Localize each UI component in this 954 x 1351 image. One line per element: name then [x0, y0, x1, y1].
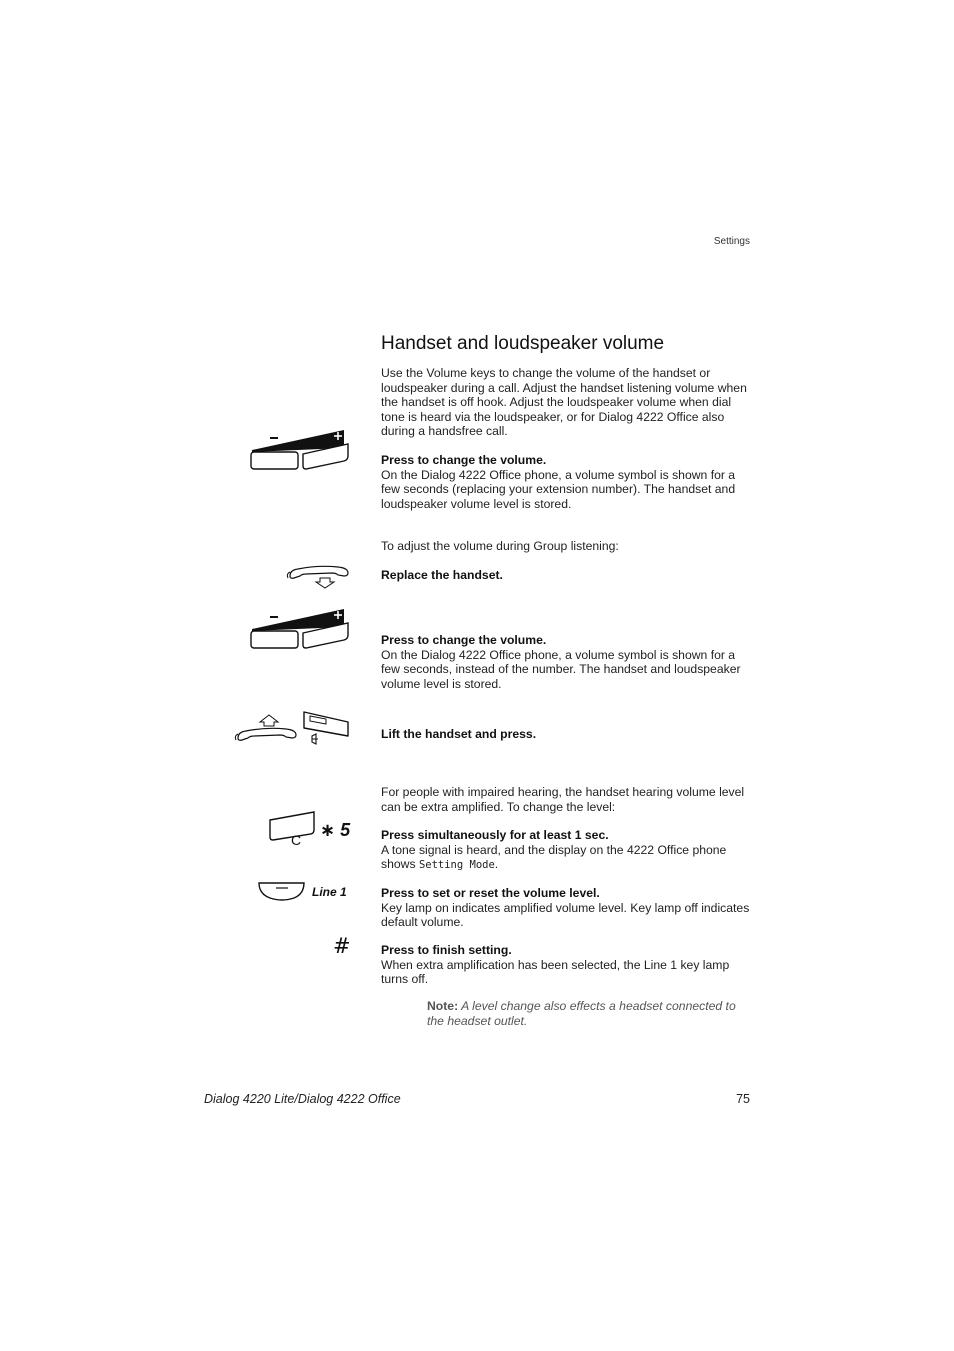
hearing-intro: For people with impaired hearing, the handset hearing volume level can be extra amplified. To change the level: — [381, 785, 745, 814]
intro-paragraph: Use the Volume keys to change the volume of the handset or loudspeaker during a call. Adjust the handset listening volume when the handset is off hook. Adjust the loudspeaker volume when dial tone is heard via the loudspeaker, or for Dialog 4222 Office also during a handsfree call. — [381, 366, 747, 439]
line-key-icon — [256, 880, 308, 904]
step-change-volume-group — [381, 633, 753, 691]
display-text: Setting Mode — [418, 859, 495, 872]
step-text: A tone signal is heard, and the display on the 4222 Office phone shows — [381, 842, 727, 872]
step-title: Press to change the volume. — [381, 633, 547, 647]
star-five-keys: ∗ 5 — [320, 820, 351, 840]
step-text: Key lamp on indicates amplified volume level. Key lamp off indicates default volume. — [381, 900, 750, 930]
group-listening-intro: To adjust the volume during Group listening: — [381, 539, 619, 553]
line1-label: Line 1 — [312, 885, 347, 899]
page-number: 75 — [736, 1092, 750, 1106]
note-text: A level change also effects a headset connected to the headset outlet. — [427, 999, 736, 1028]
speaker-key-icon — [300, 708, 352, 748]
step-title: Lift the handset and press. — [381, 727, 537, 741]
step-lift-handset — [381, 727, 753, 742]
step-title: Press to change the volume. — [381, 453, 547, 467]
step-finish-setting — [381, 943, 753, 987]
note-label: Note: — [427, 999, 459, 1013]
step-title: Press simultaneously for at least 1 sec. — [381, 828, 609, 842]
step-suffix: . — [494, 857, 499, 872]
step-change-volume — [381, 453, 753, 511]
step-set-reset-volume — [381, 886, 753, 930]
step-text: When extra amplification has been selected, the Line 1 key lamp turns off. — [381, 957, 730, 987]
step-title: Press to set or reset the volume level. — [381, 886, 600, 900]
step-text: On the Dialog 4222 Office phone, a volume symbol is shown for a few seconds (replacing your extension number). The handset and loudspeaker volume level is stored. — [381, 467, 736, 511]
lift-handset-icon — [232, 712, 298, 746]
step-title: Replace the handset. — [381, 568, 503, 582]
step-press-simultaneously — [381, 828, 753, 873]
hash-key-icon: # — [333, 934, 351, 958]
footer-product: Dialog 4220 Lite/Dialog 4222 Office — [204, 1092, 401, 1106]
page-title: Handset and loudspeaker volume — [381, 333, 665, 354]
step-text: On the Dialog 4222 Office phone, a volume symbol is shown for a few seconds, instead of the number. The handset and loudspeaker volume level is stored. — [381, 647, 741, 691]
note — [427, 999, 753, 1028]
step-replace-handset — [381, 568, 753, 583]
replace-handset-icon — [286, 562, 352, 590]
running-header: Settings — [713, 236, 750, 247]
step-title: Press to finish setting. — [381, 943, 512, 957]
volume-keys-icon — [248, 605, 352, 651]
clear-key-label: C — [291, 832, 302, 848]
volume-keys-icon — [248, 426, 352, 472]
